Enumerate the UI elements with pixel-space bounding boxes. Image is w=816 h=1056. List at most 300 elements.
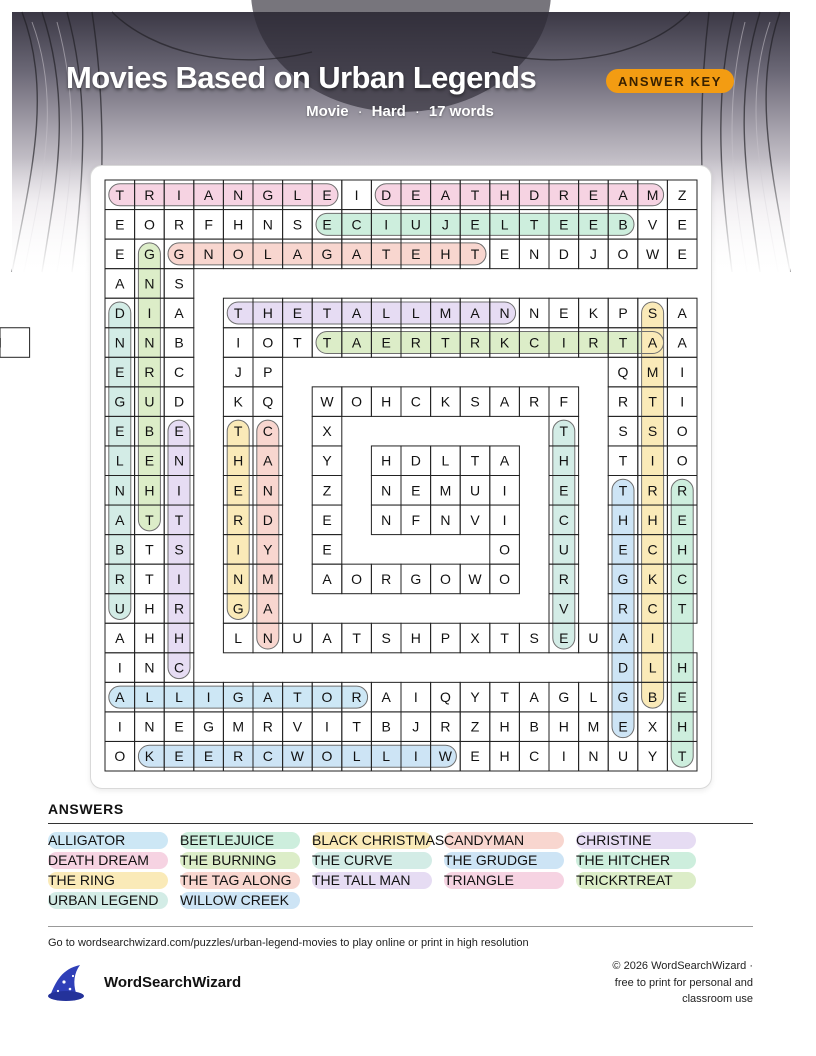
grid-letter: E (115, 216, 125, 233)
grid-letter: T (618, 452, 628, 469)
grid-letter: H (499, 186, 510, 203)
grid-letter: M (646, 364, 659, 381)
grid-letter: U (588, 630, 599, 647)
grid-letter: H (677, 718, 688, 735)
grid-letter: T (322, 334, 332, 351)
grid-letter: F (411, 511, 421, 528)
grid-letter: N (233, 186, 244, 203)
grid-letter: S (174, 541, 184, 558)
grid-letter: L (648, 659, 657, 676)
puzzle-meta (0, 103, 800, 120)
grid-letter: E (322, 186, 332, 203)
grid-letter: J (412, 718, 420, 735)
answer-word: BLACK CHRISTMAS (312, 832, 445, 848)
grid-letter: T (381, 245, 391, 262)
grid-letter: Y (470, 689, 480, 706)
grid-letter: T (470, 245, 480, 262)
grid-letter: E (292, 304, 303, 321)
grid-letter: E (411, 186, 421, 203)
grid-letter: E (559, 216, 569, 233)
separator-dot: · (357, 103, 363, 120)
grid-letter: P (263, 364, 273, 381)
grid-letter: E (144, 452, 155, 469)
grid-letter: T (618, 482, 628, 499)
grid-letter: G (143, 245, 155, 262)
grid-letter: F (559, 393, 569, 410)
grid-letter: R (233, 511, 244, 528)
answer-word: URBAN LEGEND (48, 892, 168, 909)
puzzle-card (90, 165, 712, 789)
grid-letter: S (292, 216, 303, 233)
grid-letter: L (411, 304, 420, 321)
grid-letter: E (588, 186, 599, 203)
grid-letter: E (174, 718, 184, 735)
grid-letter: D (410, 452, 421, 469)
grid-letter: O (676, 452, 688, 469)
grid-letter: U (410, 216, 421, 233)
grid-letter: Z (470, 718, 480, 735)
grid-letter: L (589, 689, 598, 706)
grid-letter: H (499, 748, 510, 765)
category-label: Movie (306, 103, 349, 120)
grid-letter: L (234, 630, 243, 647)
grid-letter: H (233, 452, 244, 469)
grid-letter: I (680, 393, 685, 410)
grid-letter: N (262, 482, 273, 499)
grid-letter: E (115, 245, 125, 262)
grid-letter: S (618, 423, 628, 440)
grid-letter: W (438, 748, 453, 765)
grid-letter: S (381, 630, 391, 647)
grid-letter: T (233, 423, 243, 440)
grid-letter: R (410, 334, 421, 351)
grid-letter: O (351, 570, 363, 587)
answer-word: DEATH DREAM (48, 852, 168, 869)
grid-letter: T (145, 570, 154, 587)
grid-letter (0, 335, 2, 351)
grid-letter: T (500, 630, 509, 647)
grid-letter: A (115, 689, 125, 706)
grid-letter: G (203, 718, 215, 735)
grid-letter: S (470, 393, 480, 410)
grid-letter: H (440, 245, 451, 262)
grid-letter: R (647, 482, 658, 499)
grid-letter: T (470, 186, 480, 203)
grid-letter: C (410, 393, 421, 410)
grid-letter: B (529, 718, 539, 735)
grid-letter: N (262, 216, 273, 233)
grid-letter: H (677, 541, 688, 558)
answer-word: THE RING (48, 872, 168, 889)
grid-letter: C (677, 570, 688, 587)
grid-letter: E (559, 482, 569, 499)
grid-letter: I (561, 334, 566, 351)
grid-letter: D (381, 186, 392, 203)
grid-letter: O (676, 423, 688, 440)
grid-letter: H (558, 718, 569, 735)
grid-letter: X (647, 718, 658, 735)
grid-letter: G (617, 689, 629, 706)
answer-word: THE CURVE (312, 852, 432, 869)
grid-letter: I (650, 452, 655, 469)
grid-letter: Q (262, 393, 274, 410)
grid-letter: K (647, 570, 658, 587)
answer-word: ALLIGATOR (48, 832, 168, 849)
grid-letter: T (500, 689, 509, 706)
grid-letter: R (233, 748, 244, 765)
grid-letter: N (381, 482, 392, 499)
grid-letter: L (441, 452, 450, 469)
grid-letter: T (559, 423, 569, 440)
grid-letter: G (321, 245, 333, 262)
grid-letter: H (499, 718, 510, 735)
grid-letter: N (144, 659, 155, 676)
grid-letter: V (647, 216, 658, 233)
grid-letter: R (440, 718, 451, 735)
grid-letter: X (470, 630, 480, 647)
grid-letter: J (234, 364, 242, 381)
grid-letter: A (263, 452, 273, 469)
answer-word: CANDYMAN (444, 832, 564, 849)
grid-letter: I (236, 334, 241, 351)
grid-letter: V (559, 600, 569, 617)
grid-letter: J (589, 245, 597, 262)
grid-letter: Y (322, 452, 332, 469)
grid-letter: B (115, 541, 125, 558)
brand-name: WordSearchWizard (104, 974, 242, 991)
grid-letter: I (117, 718, 122, 735)
grid-letter: A (203, 186, 214, 203)
grid-letter: U (144, 393, 155, 410)
grid-letter: Y (263, 541, 273, 558)
grid-letter: M (587, 718, 600, 735)
grid-letter: G (558, 689, 570, 706)
grid-letter: R (144, 186, 155, 203)
grid-letter: G (114, 393, 126, 410)
answer-word: CHRISTINE (576, 832, 696, 849)
grid-letter: Q (439, 689, 451, 706)
grid-letter: A (174, 304, 184, 321)
grid-letter: I (502, 511, 507, 528)
grid-letter: B (647, 689, 658, 706)
answer-word: TRICKRTREAT (576, 872, 696, 889)
grid-letter: W (290, 748, 305, 765)
grid-letter: I (561, 748, 566, 765)
grid-letter: M (261, 570, 274, 587)
grid-letter: R (144, 364, 155, 381)
grid-letter: G (232, 600, 244, 617)
grid-letter: A (263, 600, 273, 617)
grid-letter: T (145, 511, 154, 528)
grid-letter: K (233, 393, 243, 410)
grid-letter: R (558, 186, 569, 203)
grid-letter: D (173, 393, 185, 410)
grid-letter: O (351, 393, 363, 410)
grid-letter: E (174, 423, 184, 440)
grid-letter: A (677, 334, 687, 351)
grid-letter: W (645, 245, 660, 262)
page-title: Movies Based on Urban Legends (66, 60, 537, 95)
grid-letter: O (321, 689, 333, 706)
grid-letter: R (469, 334, 481, 351)
grid-letter: I (177, 570, 181, 587)
grid-letter: J (441, 216, 449, 233)
grid-letter: E (322, 511, 332, 528)
grid-letter: E (322, 216, 332, 233)
grid-letter: O (143, 216, 155, 233)
grid-letter: D (114, 304, 125, 321)
grid-letter: E (233, 482, 243, 499)
grid-letter: N (114, 482, 125, 499)
grid-letter: E (559, 304, 569, 321)
grid-letter: T (174, 511, 184, 528)
grid-letter: N (203, 245, 214, 262)
grid-letter: R (173, 600, 185, 617)
grid-letter: I (680, 364, 685, 381)
grid-letter: T (352, 718, 361, 735)
grid-letter: Z (322, 482, 332, 499)
grid-letter: T (677, 600, 687, 617)
grid-letter: S (647, 304, 658, 321)
grid-letter: A (292, 245, 303, 262)
grid-letter: M (439, 482, 452, 499)
grid-letter: U (617, 748, 629, 765)
grid-letter: M (646, 186, 659, 203)
grid-letter: U (558, 541, 569, 558)
grid-letter: N (114, 334, 125, 351)
grid-letter: A (351, 245, 362, 262)
grid-letter: T (470, 452, 480, 469)
grid-letter: B (174, 334, 184, 351)
grid-letter: R (173, 216, 185, 233)
grid-letter: P (440, 630, 451, 647)
grid-letter: A (618, 186, 628, 203)
grid-letter: X (322, 423, 332, 440)
grid-letter: S (174, 275, 184, 292)
grid-letter: C (529, 334, 540, 351)
grid-letter: E (203, 748, 214, 765)
grid-letter: H (381, 452, 392, 469)
grid-letter: M (439, 304, 452, 321)
answer-word: THE HITCHER (576, 852, 696, 869)
grid-letter: A (351, 334, 362, 351)
grid-letter: O (499, 541, 511, 558)
grid-letter: L (175, 689, 183, 706)
grid-letter: I (147, 304, 152, 321)
answer-word: BEETLEJUICE (180, 832, 300, 849)
grid-letter: O (439, 570, 451, 587)
grid-letter: N (233, 570, 244, 587)
grid-letter: G (262, 186, 274, 203)
grid-letter: E (174, 748, 184, 765)
grid-letter: E (411, 245, 421, 262)
grid-letter: R (617, 600, 629, 617)
grid-letter: E (677, 216, 687, 233)
grid-letter: C (647, 600, 658, 617)
grid-letter: T (648, 393, 657, 410)
grid-letter: Q (617, 364, 629, 381)
grid-letter: O (617, 245, 629, 262)
grid-letter: L (115, 452, 124, 469)
grid-letter: P (618, 304, 628, 321)
grid-letter: T (677, 748, 687, 765)
grid-letter: N (144, 718, 155, 735)
grid-letter: H (144, 630, 155, 647)
grid-letter: I (177, 482, 181, 499)
grid-letter: E (499, 245, 510, 262)
grid-letter: H (617, 511, 629, 528)
grid-letter: A (381, 689, 391, 706)
answer-word: WILLOW CREEK (180, 892, 300, 909)
grid-letter: I (206, 689, 211, 706)
grid-letter: R (617, 393, 629, 410)
grid-letter: H (233, 216, 244, 233)
grid-letter: C (262, 748, 273, 765)
grid-letter: E (115, 423, 125, 440)
grid-letter: N (144, 275, 155, 292)
grid-letter: H (558, 452, 569, 469)
grid-letter: T (441, 334, 450, 351)
grid-letter: A (499, 452, 510, 469)
grid-letter: I (177, 186, 181, 203)
answer-word: THE TAG ALONG (180, 872, 300, 889)
grid-letter: E (559, 630, 569, 647)
grid-letter: K (144, 748, 155, 765)
grid-letter: O (232, 245, 244, 262)
grid-letter: I (413, 748, 418, 765)
grid-letter: T (233, 304, 243, 321)
separator-dot: · (414, 103, 420, 120)
grid-letter: E (470, 748, 480, 765)
grid-letter: W (320, 393, 334, 410)
grid-letter: R (114, 570, 125, 587)
grid-letter: K (499, 334, 510, 351)
grid-letter: A (499, 393, 510, 410)
grid-letter: E (677, 689, 687, 706)
grid-letter: M (232, 718, 245, 735)
grid-letter: H (262, 304, 273, 321)
grid-letter: A (351, 304, 362, 321)
grid-letter: N (529, 304, 540, 321)
grid-letter: C (351, 216, 362, 233)
grid-letter: B (381, 718, 391, 735)
grid-letter: E (588, 216, 599, 233)
grid-letter: L (382, 748, 391, 765)
grid-letter: E (115, 364, 125, 381)
grid-letter: N (144, 334, 155, 351)
grid-letter: S (647, 423, 658, 440)
wizard-hat-icon (46, 963, 92, 1003)
grid-letter: O (262, 334, 274, 351)
grid-letter: A (263, 689, 273, 706)
grid-letter: C (558, 511, 569, 528)
grid-letter: Y (647, 748, 658, 765)
grid-letter: I (384, 216, 389, 233)
grid-letter: O (321, 748, 333, 765)
grid-letter: A (115, 511, 125, 528)
grid-letter: C (647, 541, 658, 558)
grid-letter: B (144, 423, 155, 440)
grid-letter: R (381, 570, 392, 587)
grid-letter: I (413, 689, 418, 706)
answer-word: THE TALL MAN (312, 872, 432, 889)
grid-letter: A (470, 304, 480, 321)
grid-letter: G (173, 245, 185, 262)
grid-letter: V (470, 511, 480, 528)
grid-letter: H (381, 393, 392, 410)
grid-letter: T (352, 630, 361, 647)
grid-letter: A (115, 275, 125, 292)
divider (48, 926, 753, 927)
grid-letter: E (677, 511, 687, 528)
grid-letter: A (529, 689, 539, 706)
answers-heading: ANSWERS (48, 801, 124, 817)
grid-letter: D (558, 245, 569, 262)
grid-letter: N (588, 748, 599, 765)
grid-letter: O (499, 570, 511, 587)
grid-letter: H (173, 630, 185, 647)
grid-letter: R (351, 689, 362, 706)
grid-letter: U (114, 600, 125, 617)
grid-letter: G (617, 570, 629, 587)
answer-word: THE BURNING (180, 852, 300, 869)
grid-letter: L (293, 186, 302, 203)
grid-letter: A (677, 304, 687, 321)
grid-letter: R (677, 482, 688, 499)
word-count-label: 17 words (428, 103, 494, 120)
grid-letter: W (468, 570, 482, 587)
grid-letter: T (145, 541, 154, 558)
answer-word: THE GRUDGE (444, 852, 564, 869)
grid-letter: U (292, 630, 303, 647)
grid-letter: K (588, 304, 599, 321)
grid-letter: N (499, 304, 510, 321)
grid-letter: H (410, 630, 421, 647)
grid-letter: A (322, 630, 332, 647)
grid-letter: I (236, 541, 241, 558)
grid-letter: E (677, 245, 687, 262)
divider (48, 823, 753, 824)
copyright-notice: © 2026 WordSearchWizard · free to print for personal and classroom use (612, 960, 753, 1005)
grid-letter: H (647, 511, 658, 528)
grid-letter: C (173, 659, 185, 676)
grid-letter: A (322, 570, 332, 587)
grid-letter: L (352, 748, 361, 765)
grid-letter: D (529, 186, 540, 203)
grid-letter: E (470, 216, 480, 233)
footer-url-text: Go to wordsearchwizard.com/puzzles/urban-legend-movies to play online or print in high resolution (48, 937, 529, 949)
grid-letter: A (618, 630, 628, 647)
grid-letter: R (558, 570, 569, 587)
grid-letter: A (647, 334, 658, 351)
grid-letter: G (232, 689, 244, 706)
grid-letter: N (529, 245, 540, 262)
grid-letter: H (144, 482, 155, 499)
grid-letter: E (618, 718, 628, 735)
grid-letter: R (529, 393, 540, 410)
grid-letter: T (293, 334, 302, 351)
grid-letter: B (618, 216, 628, 233)
grid-letter: N (381, 511, 392, 528)
grid-letter: E (618, 541, 628, 558)
grid-letter: V (292, 718, 303, 735)
grid-letter: T (529, 216, 539, 233)
grid-letter: T (115, 186, 125, 203)
grid-letter: K (440, 393, 451, 410)
grid-letter: L (263, 245, 272, 262)
grid-letter: I (502, 482, 507, 499)
grid-letter: L (145, 689, 154, 706)
